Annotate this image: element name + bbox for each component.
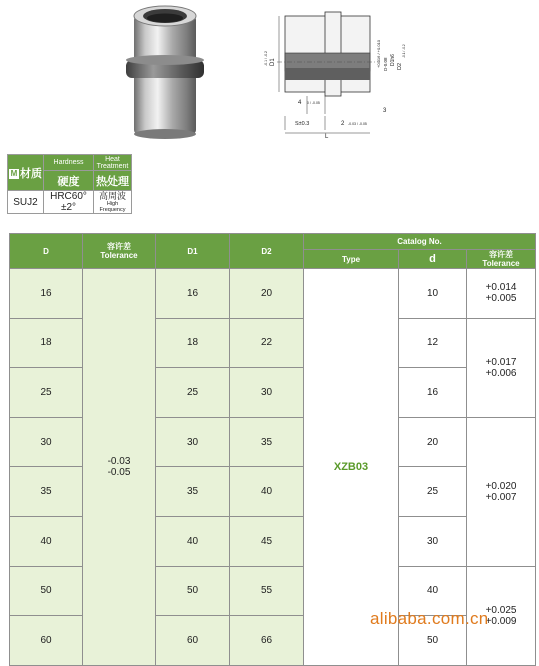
cell-d: 18 xyxy=(10,318,83,368)
material-table xyxy=(7,154,132,214)
header-d: D xyxy=(10,234,83,269)
cell-d2: 66 xyxy=(230,616,304,666)
header-tolerance-2-en: Tolerance xyxy=(482,259,520,268)
header-tolerance-cn: 容许差 xyxy=(107,242,131,251)
tolerance-bottom: -0.05 xyxy=(107,466,131,478)
four-dim: 4 xyxy=(298,100,302,106)
spec-table xyxy=(9,233,536,666)
cell-d: 25 xyxy=(10,368,83,418)
cell-d2: 40 xyxy=(230,467,304,517)
cell-d1: 40 xyxy=(156,516,230,566)
cell-d1: 30 xyxy=(156,417,230,467)
cell-d2: 35 xyxy=(230,417,304,467)
header-d1: D1 xyxy=(156,234,230,269)
cell-d1: 50 xyxy=(156,566,230,616)
tol-group-4-top: +0.025 xyxy=(485,604,517,616)
cell-d1: 16 xyxy=(156,269,230,319)
d1-tolerance: -0.1 / -0.2 xyxy=(264,51,268,66)
cell-tol-group-2 xyxy=(467,318,536,417)
cell-tolerance xyxy=(83,269,156,666)
header-d2: D2 xyxy=(230,234,304,269)
cell-d2: 22 xyxy=(230,318,304,368)
heat-treatment-cn: 热处理 xyxy=(94,171,132,191)
hardness-en: Hardness xyxy=(44,155,94,171)
cell-d: 60 xyxy=(10,616,83,666)
cell-d: 40 xyxy=(10,516,83,566)
l-label: L xyxy=(325,134,329,140)
cell-small-d: 10 xyxy=(399,269,467,319)
tolerance-top: -0.03 xyxy=(107,455,131,467)
cell-small-d: 40 xyxy=(399,566,467,616)
d1h6-label: D1h6 xyxy=(390,54,396,66)
tol-group-1-top: +0.014 xyxy=(485,282,517,294)
cell-small-d: 30 xyxy=(399,516,467,566)
cell-tol-group-3 xyxy=(467,417,536,566)
header-tolerance-2-cn: 容许差 xyxy=(489,250,514,259)
cell-small-d: 50 xyxy=(399,616,467,666)
header-type: Type xyxy=(304,250,399,269)
tol-group-4-bottom: +0.009 xyxy=(485,615,517,627)
product-photo-bushing xyxy=(118,2,213,140)
cell-d: 35 xyxy=(10,467,83,517)
four-tolerance: 0 / -0.05 xyxy=(307,101,320,105)
technical-drawing xyxy=(255,6,405,138)
cell-d: 50 xyxy=(10,566,83,616)
header-tolerance xyxy=(83,234,156,269)
header-tolerance-en: Tolerance xyxy=(100,251,138,260)
material-title-cell xyxy=(8,155,44,191)
three-dim: 3 xyxy=(383,108,387,114)
cell-d1: 25 xyxy=(156,368,230,418)
tol-group-2-bottom: +0.006 xyxy=(485,367,517,379)
cell-d2: 20 xyxy=(230,269,304,319)
watermark: alibaba.com.cn xyxy=(370,609,489,628)
d1-label: D1 xyxy=(270,58,276,66)
d2-label: D2 xyxy=(397,62,403,70)
tol-group-3-top: +0.020 xyxy=(485,480,517,492)
cell-d1: 18 xyxy=(156,318,230,368)
cell-small-d: 20 xyxy=(399,417,467,467)
cell-d1: 60 xyxy=(156,616,230,666)
table-row xyxy=(10,269,536,319)
cell-type: XZB03 xyxy=(304,269,399,666)
cell-small-d: 16 xyxy=(399,368,467,418)
tol-group-2-top: +0.017 xyxy=(485,356,517,368)
header-tolerance-2 xyxy=(467,250,536,269)
tol-group-1-bottom: +0.005 xyxy=(485,293,517,305)
material-value: SUJ2 xyxy=(8,191,44,214)
d2-tolerance: -0.1 / -0.2 xyxy=(402,44,406,58)
header-catalog: Catalog No. xyxy=(304,234,536,250)
heat-value-cell xyxy=(94,191,132,214)
cell-d: 16 xyxy=(10,269,83,319)
two-tolerance: -0.03 / -0.05 xyxy=(348,122,367,126)
d-tolerance: +0.016 / +0.010 xyxy=(376,39,381,68)
cell-d2: 55 xyxy=(230,566,304,616)
cell-d2: 30 xyxy=(230,368,304,418)
cell-tol-group-1 xyxy=(467,269,536,319)
hardness-value: HRC60°±2° xyxy=(44,191,94,214)
heat-treatment-en: Heat Treatment xyxy=(94,155,132,171)
header-small-d: d xyxy=(399,250,467,269)
cell-d1: 35 xyxy=(156,467,230,517)
d-fit-label: D-0.08 xyxy=(383,57,388,71)
tol-group-3-bottom: +0.007 xyxy=(485,491,517,503)
material-title: 材质 xyxy=(20,167,42,180)
material-mark: M xyxy=(10,168,18,178)
heat-value-cn: 高周波 xyxy=(98,191,126,201)
cell-d2: 45 xyxy=(230,516,304,566)
cell-small-d: 12 xyxy=(399,318,467,368)
two-dim: 2 xyxy=(341,121,345,127)
hardness-cn: 硬度 xyxy=(44,171,94,191)
cell-small-d: 25 xyxy=(399,467,467,517)
cell-d: 30 xyxy=(10,417,83,467)
heat-value-en: High Frequency xyxy=(99,201,126,213)
s-dim: S±0.3 xyxy=(295,121,310,127)
